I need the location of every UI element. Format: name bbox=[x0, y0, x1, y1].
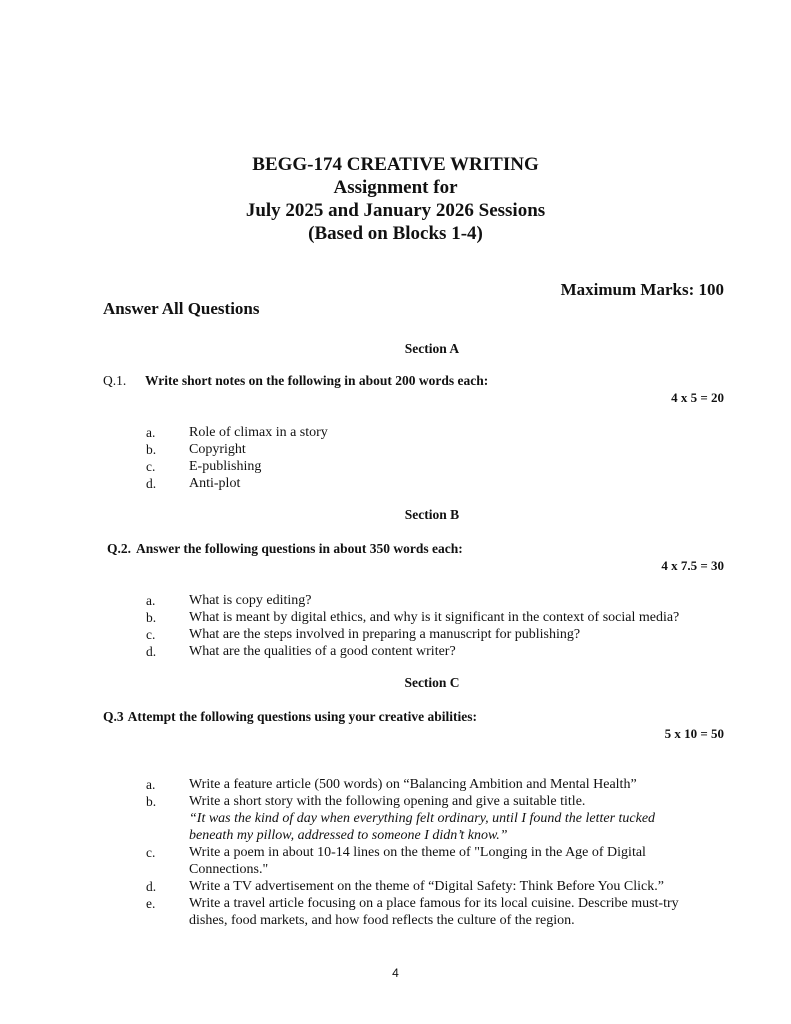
question-2-text: Answer the following questions in about 350 words each: bbox=[136, 541, 463, 556]
question-1-text: Write short notes on the following in about 200 words each: bbox=[145, 373, 489, 388]
section-a-heading: Section A bbox=[404, 341, 460, 356]
question-2 bbox=[107, 541, 463, 557]
assignment-for: Assignment for bbox=[333, 177, 458, 198]
based-on-line: (Based on Blocks 1-4) bbox=[308, 223, 483, 244]
sessions-line: July 2025 and January 2026 Sessions bbox=[245, 200, 546, 221]
course-title: BEGG-174 CREATIVE WRITING bbox=[252, 154, 539, 175]
question-3-text: Attempt the following questions using your creative abilities: bbox=[127, 709, 478, 724]
story-opening-quote-line-2: beneath my pillow, addressed to someone I didn’t know.” bbox=[189, 828, 508, 843]
section-c-heading: Section C bbox=[404, 675, 460, 690]
document-title-block bbox=[0, 153, 791, 245]
story-opening-quote-line-1: “It was the kind of day when everything felt ordinary, until I found the letter tucked bbox=[189, 811, 656, 826]
section-b-heading: Section B bbox=[404, 507, 460, 522]
question-3 bbox=[103, 709, 477, 725]
question-2-number: Q.2. bbox=[107, 541, 132, 556]
question-3-number: Q.3 bbox=[103, 709, 124, 724]
page-number: 4 bbox=[392, 966, 399, 980]
question-1-number: Q.1. bbox=[103, 373, 127, 388]
question-3-marks: 5 x 10 = 50 bbox=[664, 726, 724, 741]
question-1-marks: 4 x 5 = 20 bbox=[671, 390, 724, 405]
instruction: Answer All Questions bbox=[103, 299, 260, 318]
question-2-marks: 4 x 7.5 = 30 bbox=[661, 558, 724, 573]
question-1 bbox=[103, 373, 488, 389]
maximum-marks: Maximum Marks: 100 bbox=[560, 280, 724, 299]
